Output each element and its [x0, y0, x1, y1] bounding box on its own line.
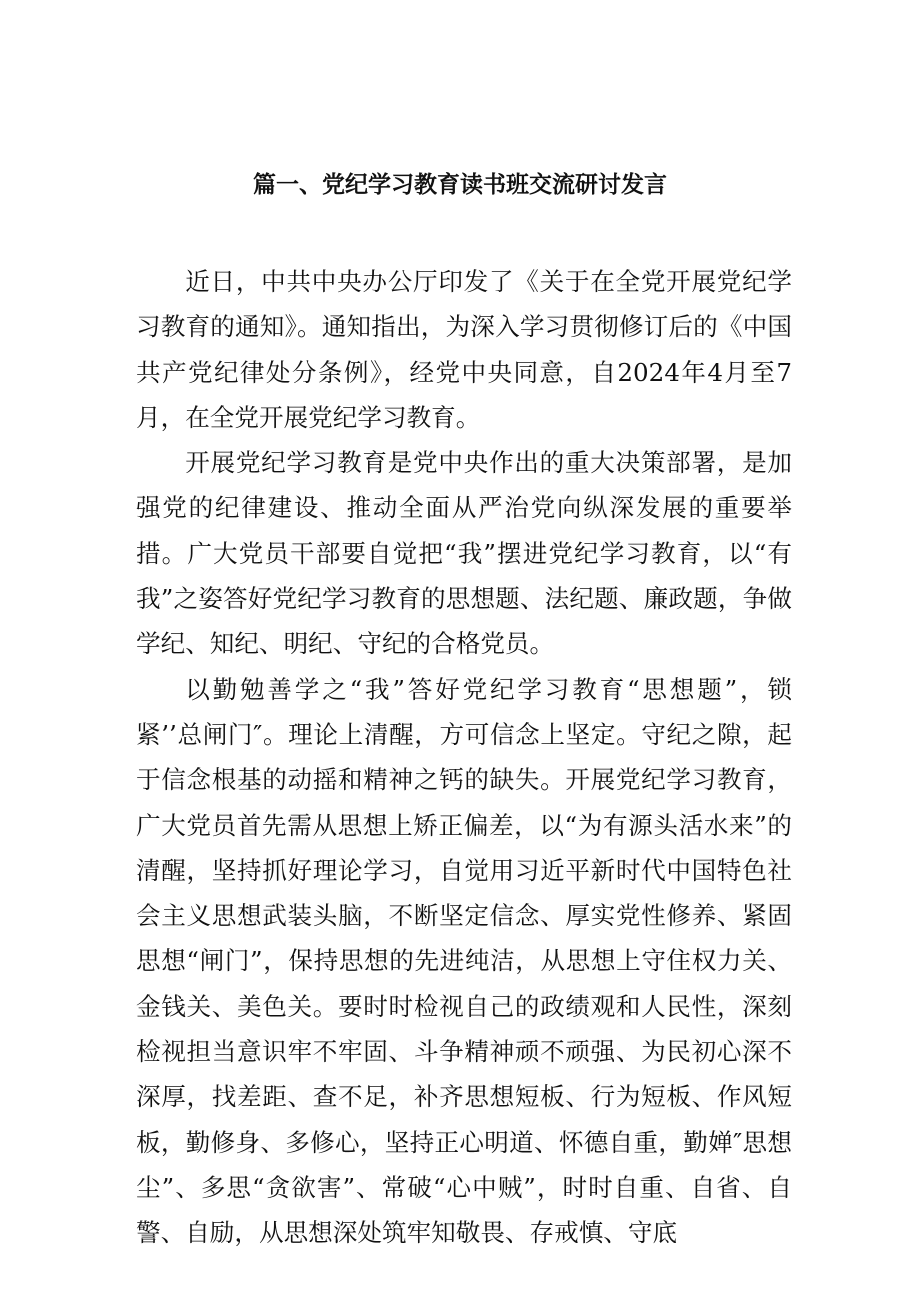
document-title: 篇一、党纪学习教育读书班交流研讨发言: [253, 172, 667, 198]
paragraph-3: 以勤勉善学之“我”答好党纪学习教育“思想题”，锁紧’’总闸门″。理论上清醒，方可信念上坚定。守纪之隙，起于信念根基的动摇和精神之钙的缺失。开展党纪学习教育，广大党员首先需从思想上矫正偏差，以“为有源头活水来”的清醒，坚持抓好理论学习，自觉用习近平新时代中国特色社会主义思想武装头脑，不断坚定信念、厚实党性修养、紧固思想“闸门”，保持思想的先进纯洁，从思想上守住权力关、金钱关、美色关。要时时检视自己的政绩观和人民性，深刻检视担当意识牢不牢固、斗争精神顽不顽强、为民初心深不深厚，找差距、查不足，补齐思想短板、行为短板、作风短板，勤修身、多修心，坚持正心明道、怀德自重，勤婵″思想尘”、多思“贪欲害”、常破“心中贼”，时时自重、自省、自警、自励，从思想深处筑牢知敬畏、存戒慎、守底: [136, 674, 792, 1248]
paragraph-1: 近日，中共中央办公厅印发了《关于在全党开展党纪学习教育的通知》。通知指出，为深入学习贯彻修订后的《中国共产党纪律处分条例》，经党中央同意，自2024年4月至7月，在全党开展党纪学习教育。: [136, 267, 792, 432]
document-body: [136, 259, 792, 1256]
paragraph-2: 开展党纪学习教育是党中央作出的重大决策部署，是加强党的纪律建设、推动全面从严治党向纵深发展的重要举措。广大党员干部要自觉把“我”摆进党纪学习教育，以“有我”之姿答好党纪学习教育的思想题、法纪题、廉政题，争做学纪、知纪、明纪、守纪的合格党员。: [136, 448, 792, 659]
